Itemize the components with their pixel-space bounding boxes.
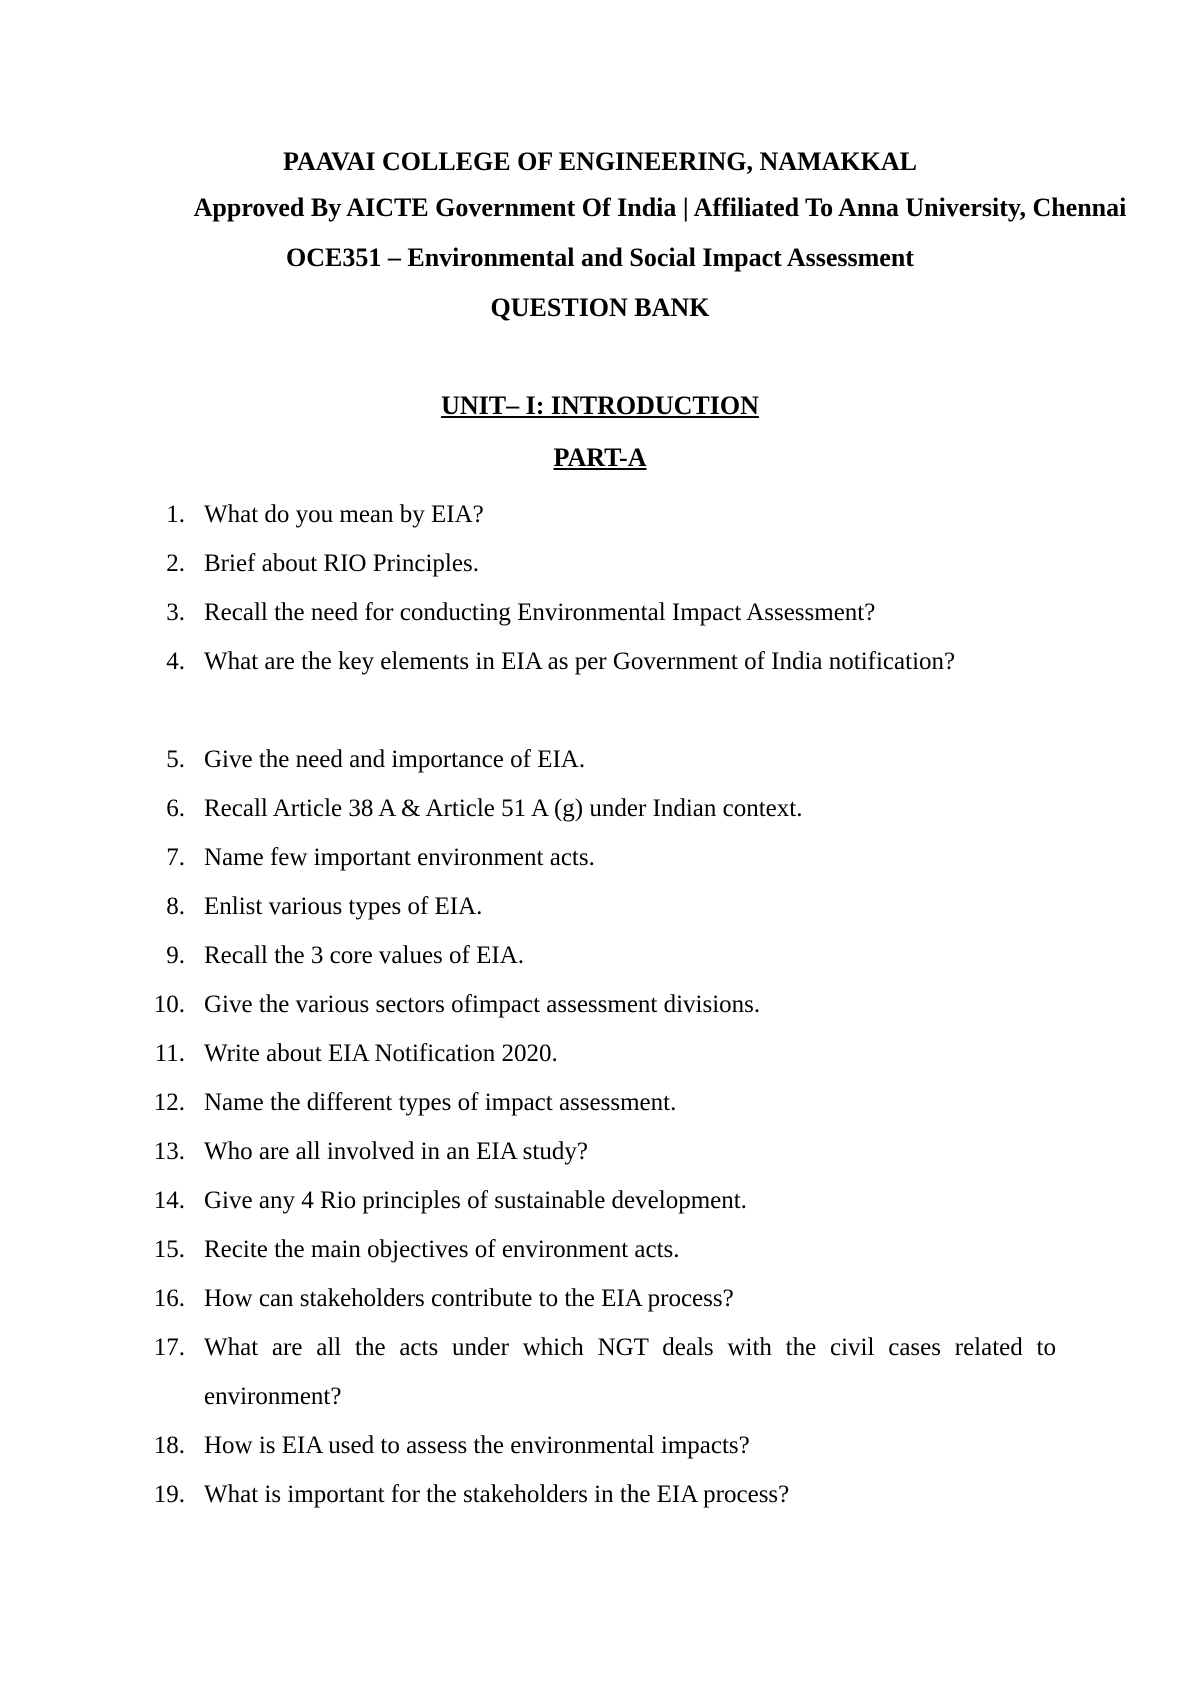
question-item — [0, 1421, 1200, 1470]
question-number: 17. — [153, 1334, 185, 1361]
question-item — [0, 490, 1200, 539]
question-number: 13. — [153, 1138, 185, 1165]
question-item — [0, 637, 1200, 735]
question-item — [0, 833, 1200, 882]
document-type: QUESTION BANK — [490, 293, 710, 322]
question-text: Give the various sectors ofimpact assessment divisions. — [204, 991, 761, 1018]
question-text: How is EIA used to assess the environmental impacts? — [204, 1432, 750, 1459]
question-item — [0, 1127, 1200, 1176]
course-title: OCE351 – Environmental and Social Impact Assessment — [286, 243, 914, 272]
question-text: What are all the acts under which NGT deals with the civil cases related to environment? — [204, 1334, 1056, 1410]
question-item — [0, 1176, 1200, 1225]
question-number: 6. — [166, 795, 185, 822]
question-item — [0, 735, 1200, 784]
question-number: 1. — [166, 501, 185, 528]
question-text: Recall the need for conducting Environmental Impact Assessment? — [204, 599, 876, 626]
question-number: 4. — [166, 648, 185, 675]
question-number: 8. — [166, 893, 185, 920]
question-text: Give the need and importance of EIA. — [204, 746, 586, 773]
question-number: 11. — [154, 1040, 185, 1067]
part-heading: PART-A — [553, 443, 647, 472]
question-item — [0, 1323, 1200, 1421]
question-item — [0, 980, 1200, 1029]
question-text: Enlist various types of EIA. — [204, 893, 483, 920]
unit-heading: UNIT– I: INTRODUCTION — [441, 391, 759, 420]
question-number: 18. — [153, 1432, 185, 1459]
question-number: 15. — [153, 1236, 185, 1263]
question-number: 14. — [153, 1187, 185, 1214]
question-number: 19. — [153, 1481, 185, 1508]
question-text: Who are all involved in an EIA study? — [204, 1138, 588, 1165]
question-number: 5. — [166, 746, 185, 773]
question-text: Recall Article 38 A & Article 51 A (g) under Indian context. — [204, 795, 803, 822]
approval-line: Approved By AICTE Government Of India | Affiliated To Anna University, Chennai — [193, 193, 1127, 222]
question-text: How can stakeholders contribute to the EIA process? — [204, 1285, 734, 1312]
question-text: Write about EIA Notification 2020. — [204, 1040, 558, 1067]
question-text: Name the different types of impact assessment. — [204, 1089, 677, 1116]
question-item — [0, 1029, 1200, 1078]
question-item — [0, 1078, 1200, 1127]
question-number: 3. — [166, 599, 185, 626]
question-text: Name few important environment acts. — [204, 844, 595, 871]
question-number: 10. — [153, 991, 185, 1018]
question-item — [0, 588, 1200, 637]
question-number: 2. — [166, 550, 185, 577]
question-item — [0, 539, 1200, 588]
question-item — [0, 1274, 1200, 1323]
question-item — [0, 882, 1200, 931]
question-text: Give any 4 Rio principles of sustainable development. — [204, 1187, 747, 1214]
question-text: What is important for the stakeholders in the EIA process? — [204, 1481, 790, 1508]
question-text: Recall the 3 core values of EIA. — [204, 942, 525, 969]
question-text: What are the key elements in EIA as per Government of India notification? — [204, 648, 956, 675]
question-number: 12. — [153, 1089, 185, 1116]
question-item — [0, 931, 1200, 980]
college-name: PAAVAI COLLEGE OF ENGINEERING, NAMAKKAL — [283, 147, 917, 176]
question-item — [0, 1225, 1200, 1274]
question-number: 16. — [153, 1285, 185, 1312]
question-text: Recite the main objectives of environment acts. — [204, 1236, 680, 1263]
question-number: 7. — [166, 844, 185, 871]
question-text: Brief about RIO Principles. — [204, 550, 479, 577]
question-text: What do you mean by EIA? — [204, 501, 484, 528]
question-item — [0, 1470, 1200, 1519]
question-item — [0, 784, 1200, 833]
question-list — [0, 490, 1200, 1519]
question-number: 9. — [166, 942, 185, 969]
